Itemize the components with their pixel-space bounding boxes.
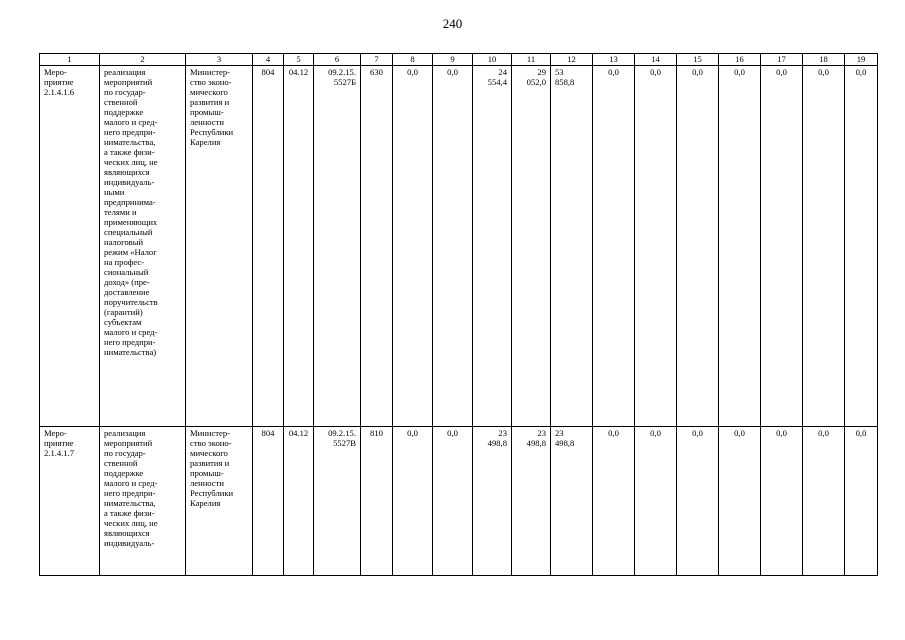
- column-header: 19: [845, 54, 878, 66]
- table-row: [40, 66, 878, 427]
- column-header: 8: [393, 54, 433, 66]
- column-header: 10: [473, 54, 512, 66]
- measure-description-cell: реализация мероприятий по государ- ственной поддержке малого и сред- него предпри- нимательства, а также физи- ческих лиц, не являющихся индивидуаль- ными предпринима- телями и применяющих специальный налоговый режим «Налог на профес- сиональный доход» (пре- доставление поручительств (гарантий) субъектам малого и сред- него предпри- нимательства): [100, 66, 186, 427]
- column-header: 7: [361, 54, 393, 66]
- column-header: 1: [40, 54, 100, 66]
- page-number: 240: [442, 16, 463, 31]
- value-cell: 0,0: [635, 427, 677, 576]
- value-cell: 0,0: [719, 66, 761, 427]
- value-cell: 53 858,8: [551, 66, 593, 427]
- column-header: 13: [593, 54, 635, 66]
- value-cell: 0,0: [845, 427, 878, 576]
- value-cell: 0,0: [677, 66, 719, 427]
- expense-type-cell: 630: [361, 66, 393, 427]
- expense-type-cell: 810: [361, 427, 393, 576]
- column-header: 14: [635, 54, 677, 66]
- section-cell: 04.12: [284, 66, 314, 427]
- value-cell: 24 554,4: [473, 66, 512, 427]
- value-cell: 0,0: [433, 66, 473, 427]
- value-cell: 0,0: [677, 427, 719, 576]
- budget-table: [39, 53, 878, 576]
- code-cell: 804: [253, 427, 284, 576]
- column-header: 15: [677, 54, 719, 66]
- column-header: 16: [719, 54, 761, 66]
- value-cell: 0,0: [719, 427, 761, 576]
- code-cell: 804: [253, 66, 284, 427]
- value-cell: 0,0: [593, 427, 635, 576]
- responsible-body-cell: Министер- ство эконо- мического развития и промыш- ленности Республики Карелия: [186, 427, 253, 576]
- value-cell: 0,0: [593, 66, 635, 427]
- table-row: [40, 427, 878, 576]
- column-header: 17: [761, 54, 803, 66]
- column-header: 9: [433, 54, 473, 66]
- value-cell: 0,0: [393, 66, 433, 427]
- value-cell: 23 498,8: [551, 427, 593, 576]
- target-article-cell: 09.2.15. 5527Б: [314, 66, 361, 427]
- measure-description-cell: реализация мероприятий по государ- ственной поддержке малого и сред- него предпри- нимательства, а также физи- ческих лиц, не являющихся индивидуаль-: [100, 427, 186, 576]
- column-header: 18: [803, 54, 845, 66]
- value-cell: 0,0: [433, 427, 473, 576]
- value-cell: 0,0: [845, 66, 878, 427]
- column-header: 4: [253, 54, 284, 66]
- column-header: 6: [314, 54, 361, 66]
- value-cell: 0,0: [803, 427, 845, 576]
- column-header: 12: [551, 54, 593, 66]
- column-header: 5: [284, 54, 314, 66]
- value-cell: 0,0: [393, 427, 433, 576]
- measure-id-cell: Меро- приятие 2.1.4.1.6: [40, 66, 100, 427]
- value-cell: 0,0: [635, 66, 677, 427]
- column-header: 3: [186, 54, 253, 66]
- section-cell: 04.12: [284, 427, 314, 576]
- column-header: 11: [512, 54, 551, 66]
- header-row: [40, 54, 878, 66]
- measure-id-cell: Меро- приятие 2.1.4.1.7: [40, 427, 100, 576]
- target-article-cell: 09.2.15. 5527В: [314, 427, 361, 576]
- value-cell: 23 498,8: [512, 427, 551, 576]
- value-cell: 0,0: [761, 66, 803, 427]
- value-cell: 0,0: [803, 66, 845, 427]
- column-header: 2: [100, 54, 186, 66]
- value-cell: 23 498,8: [473, 427, 512, 576]
- responsible-body-cell: Министер- ство эконо- мического развития и промыш- ленности Республики Карелия: [186, 66, 253, 427]
- value-cell: 0,0: [761, 427, 803, 576]
- value-cell: 29 052,0: [512, 66, 551, 427]
